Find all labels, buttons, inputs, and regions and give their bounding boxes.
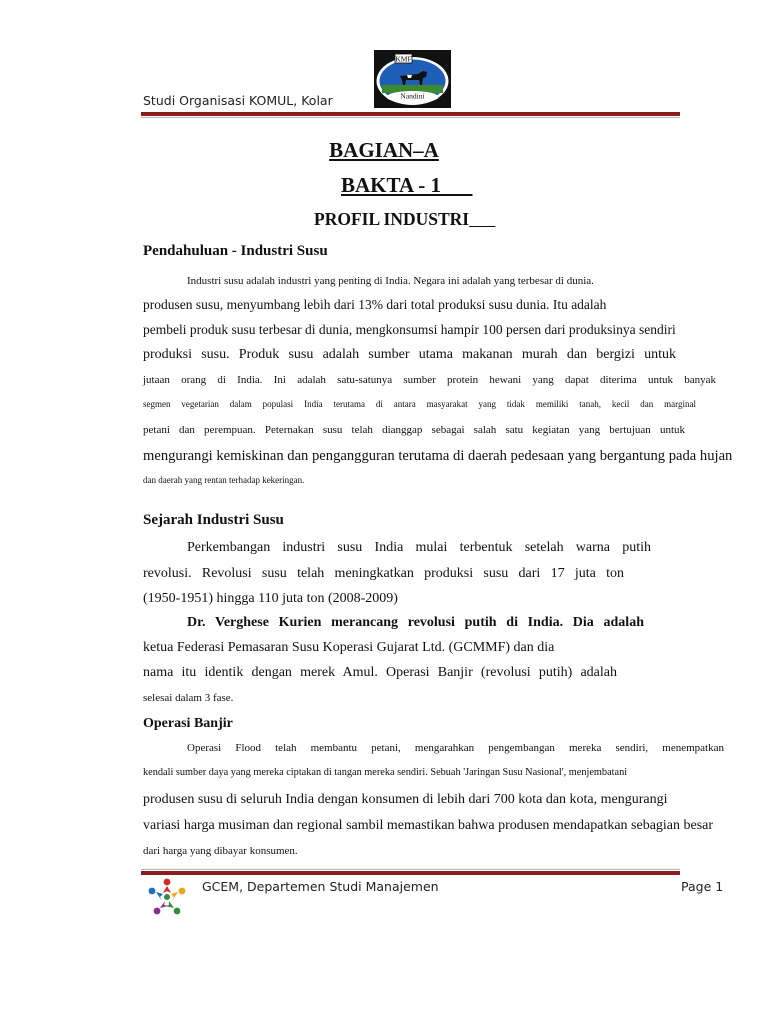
footer-rule-light [141,869,680,870]
flood-line-5: dari harga yang dibayar konsumen. [143,845,298,857]
header-rule-light [141,117,680,118]
intro-line-4: produksi susu. Produk susu adalah sumber utama makanan murah dan bergizi untuk [143,347,676,362]
running-header-title: Studi Organisasi KOMUL, Kolar [143,93,333,108]
history-line-1: Perkembangan industri susu India mulai terbentuk setelah warna putih [187,540,651,555]
intro-heading: Pendahuluan - Industri Susu [143,243,328,259]
flood-line-3: produsen susu di seluruh India dengan konsumen di lebih dari 700 kota dan kota, mengurangi [143,792,668,807]
logo-top-text: KMF [395,54,412,64]
history-line-7: selesai dalam 3 fase. [143,692,234,704]
intro-line-5: jutaan orang di India. Ini adalah satu-satunya sumber protein hewani yang dapat diterima untuk banyak [143,374,716,386]
intro-line-1: Industri susu adalah industri yang penting di India. Negara ini adalah yang terbesar di dunia. [187,275,594,287]
header-rule-dark [141,112,680,116]
flood-line-2: kendali sumber daya yang mereka ciptakan di tangan mereka sendiri. Sebuah 'Jaringan Susu Nasional', menjembatani [143,767,628,778]
history-line-5: ketua Federasi Pemasaran Susu Koperasi Gujarat Ltd. (GCMMF) dan dia [143,640,555,655]
intro-line-9: dan daerah yang rentan terhadap kekeringan. [143,475,305,485]
flood-heading: Operasi Banjir [143,716,233,731]
flood-line-1: Operasi Flood telah membantu petani, mengarahkan pengembangan mereka sendiri, menempatkan [187,742,724,754]
profile-title: PROFIL INDUSTRI [314,209,470,229]
history-line-6: nama itu identik dengan merek Amul. Operasi Banjir (revolusi putih) adalah [143,665,617,680]
footer-rule-dark [141,871,680,875]
intro-line-2: produsen susu, menyumbang lebih dari 13% dari total produksi susu dunia. Itu adalah [143,297,607,312]
nandini-logo [374,50,451,108]
intro-line-8: mengurangi kemiskinan dan pengangguran terutama di daerah pedesaan yang bergantung pada hujan [143,448,733,464]
history-line-3: (1950-1951) hingga 110 juta ton (2008-2009) [143,591,398,606]
footer-institution: GCEM, Departemen Studi Manajemen [202,879,439,894]
chapter-title: BAKTA - 1 [341,173,441,197]
intro-line-6: segmen vegetarian dalam populasi India terutama di antara masyarakat yang tidak memiliki tanah, kecil dan marginal [143,399,696,409]
history-heading: Sejarah Industri Susu [143,512,284,528]
gcem-logo-icon [146,876,188,918]
flood-line-4: variasi harga musiman dan regional sambil memastikan bahwa produsen mendapatkan sebagian besar [143,818,714,833]
intro-line-3: pembeli produk susu terbesar di dunia, mengkonsumsi hampir 100 persen dari produksinya sendiri [143,322,676,337]
logo-bottom-text: Nandini [400,91,425,101]
history-line-4: Dr. Verghese Kurien merancang revolusi putih di India. Dia adalah [187,615,644,630]
intro-line-7: petani dan perempuan. Peternakan susu telah dianggap sebagai salah satu kegiatan yang bertujuan untuk [143,424,685,436]
footer-page-number: Page 1 [681,879,724,894]
history-line-2: revolusi. Revolusi susu telah meningkatkan produksi susu dari 17 juta ton [143,566,624,581]
part-title: BAGIAN–A [329,138,439,162]
nandini-logo-graphic [374,50,451,108]
